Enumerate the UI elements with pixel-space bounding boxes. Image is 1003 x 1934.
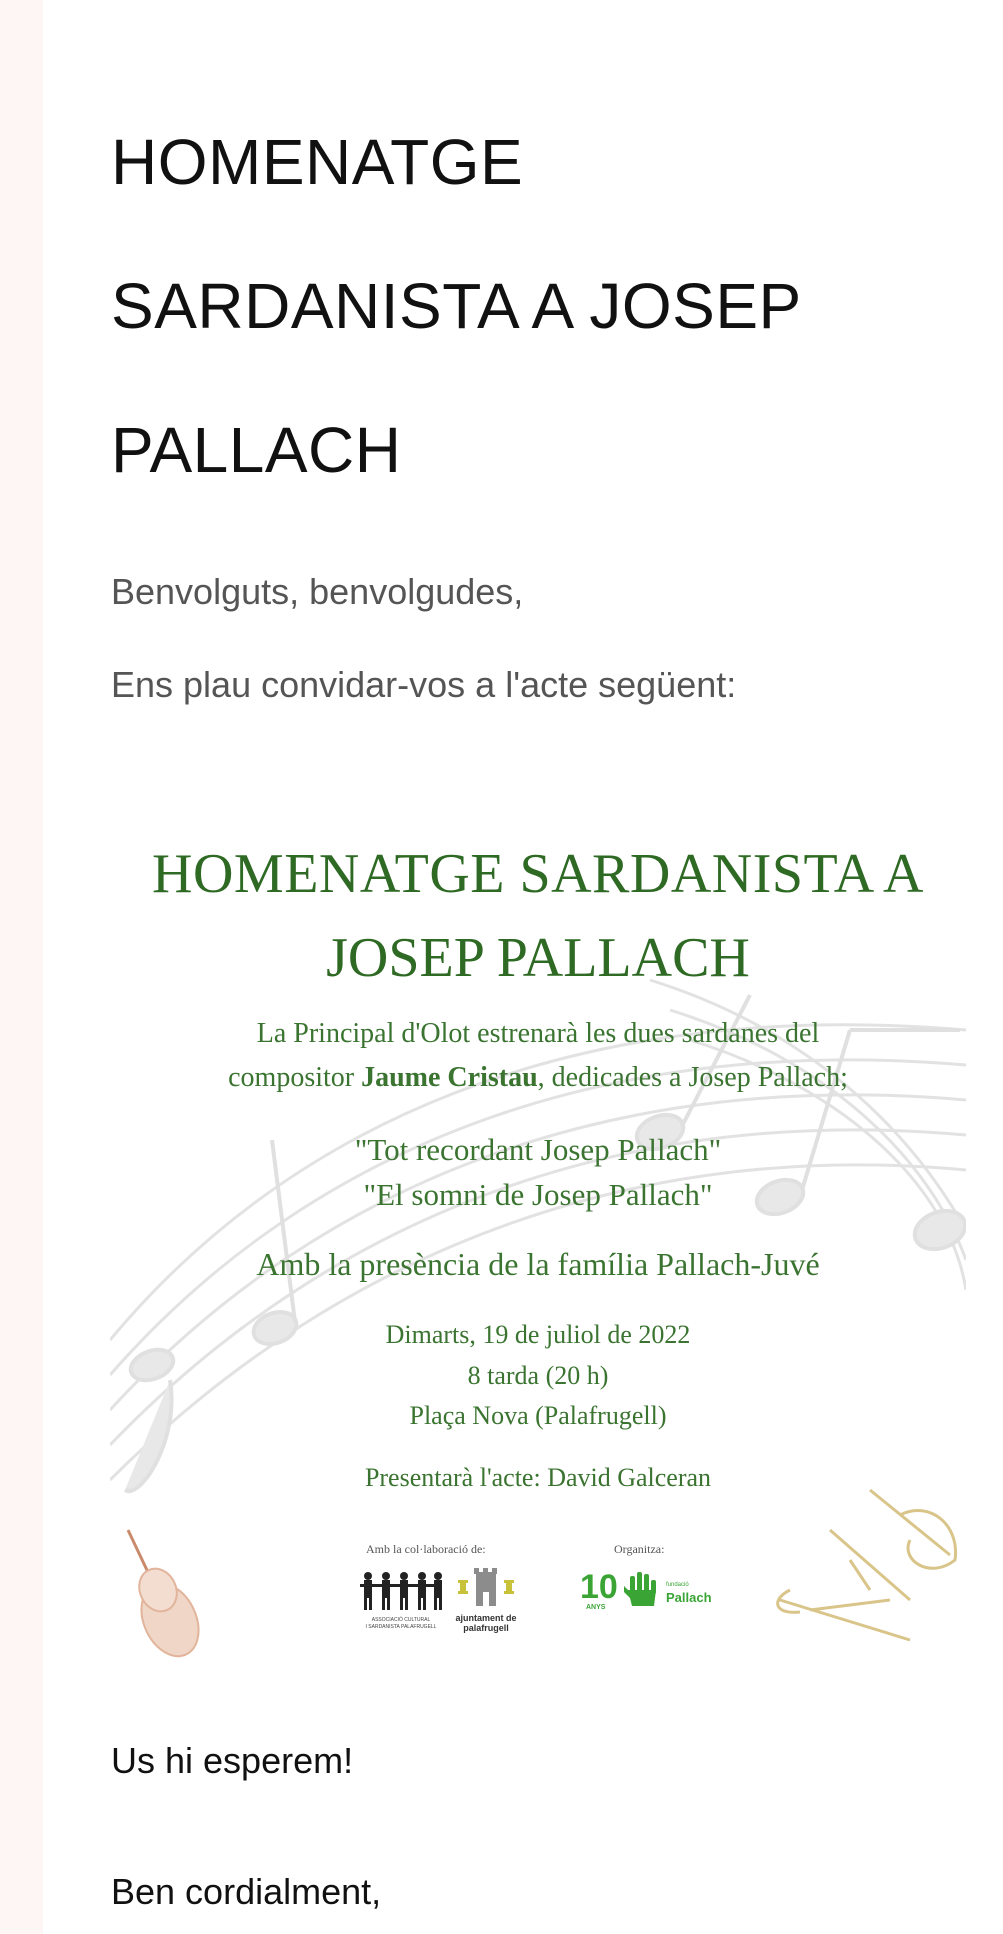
ajuntament-logo-text-2: palafrugell xyxy=(463,1623,509,1633)
poster-title-line-2: JOSEP PALLACH xyxy=(326,927,750,989)
brass-instruments-illustration xyxy=(778,1490,956,1640)
greeting-text: Benvolguts, benvolgudes, xyxy=(111,571,524,612)
poster-subtitle-line-2 xyxy=(110,1062,966,1094)
event-place: Plaça Nova (Palafrugell) xyxy=(409,1401,667,1430)
sardanista-logo-text-1: ASSOCIACIÓ CULTURAL xyxy=(371,1617,431,1623)
song-title-1: "Tot recordant Josep Pallach" xyxy=(354,1132,722,1167)
dancers-icon xyxy=(358,1570,444,1612)
poster-subtitle-prefix: compositor xyxy=(228,1062,362,1093)
family-presence-text: Amb la presència de la família Pallach-Juvé xyxy=(256,1246,820,1282)
poster-subtitle-suffix: , dedicades a Josep Pallach; xyxy=(537,1062,848,1093)
intro-text: Ens plau convidar-vos a l'acte següent: xyxy=(111,664,737,705)
tower-icon xyxy=(456,1568,516,1608)
article-body xyxy=(43,0,1003,1934)
sardanista-logo-text xyxy=(358,1617,444,1631)
poster-subtitle-line-1: La Principal d'Olot estrenarà les dues sardanes del xyxy=(256,1018,820,1049)
left-margin-strip xyxy=(0,0,43,1934)
poster-title-line-1: HOMENATGE SARDANISTA A xyxy=(152,843,924,905)
page-title-line-3: PALLACH xyxy=(111,414,402,486)
fundacio-pallach-logo xyxy=(580,1570,720,1630)
ajuntament-logo-text xyxy=(450,1613,522,1633)
closing-invitation: Us hi esperem! xyxy=(111,1740,354,1781)
sardanista-logo-text-2: I SARDANISTA PALAFRUGELL xyxy=(365,1624,437,1630)
ajuntament-palafrugell-logo xyxy=(450,1568,522,1638)
double-bass-illustration xyxy=(128,1530,210,1665)
fundacio-name-label: Pallach xyxy=(666,1590,712,1605)
event-date: Dimarts, 19 de juliol de 2022 xyxy=(385,1320,691,1349)
organizer-label: Organitza: xyxy=(614,1542,665,1556)
fundacio-small-label: fundació xyxy=(666,1582,689,1588)
event-presenter: Presentarà l'acte: David Galceran xyxy=(364,1463,712,1492)
ajuntament-logo-text-1: ajuntament de xyxy=(455,1613,517,1623)
page-title xyxy=(111,112,931,544)
hand-icon xyxy=(624,1572,662,1608)
fundacio-anys-label: ANYS xyxy=(586,1604,606,1611)
page-title-line-2: SARDANISTA A JOSEP xyxy=(111,270,802,342)
event-time: 8 tarda (20 h) xyxy=(467,1361,609,1390)
event-poster-image xyxy=(110,800,966,1670)
closing-signoff: Ben cordialment, xyxy=(111,1871,382,1912)
song-title-2: "El somni de Josep Pallach" xyxy=(363,1177,713,1212)
page-title-line-1: HOMENATGE xyxy=(111,126,524,198)
sardanista-association-logo xyxy=(358,1570,444,1630)
composer-name: Jaume Cristau xyxy=(361,1062,538,1093)
collaboration-label: Amb la col·laboració de: xyxy=(366,1542,486,1556)
fundacio-anniversary-number: 10 xyxy=(580,1568,618,1606)
